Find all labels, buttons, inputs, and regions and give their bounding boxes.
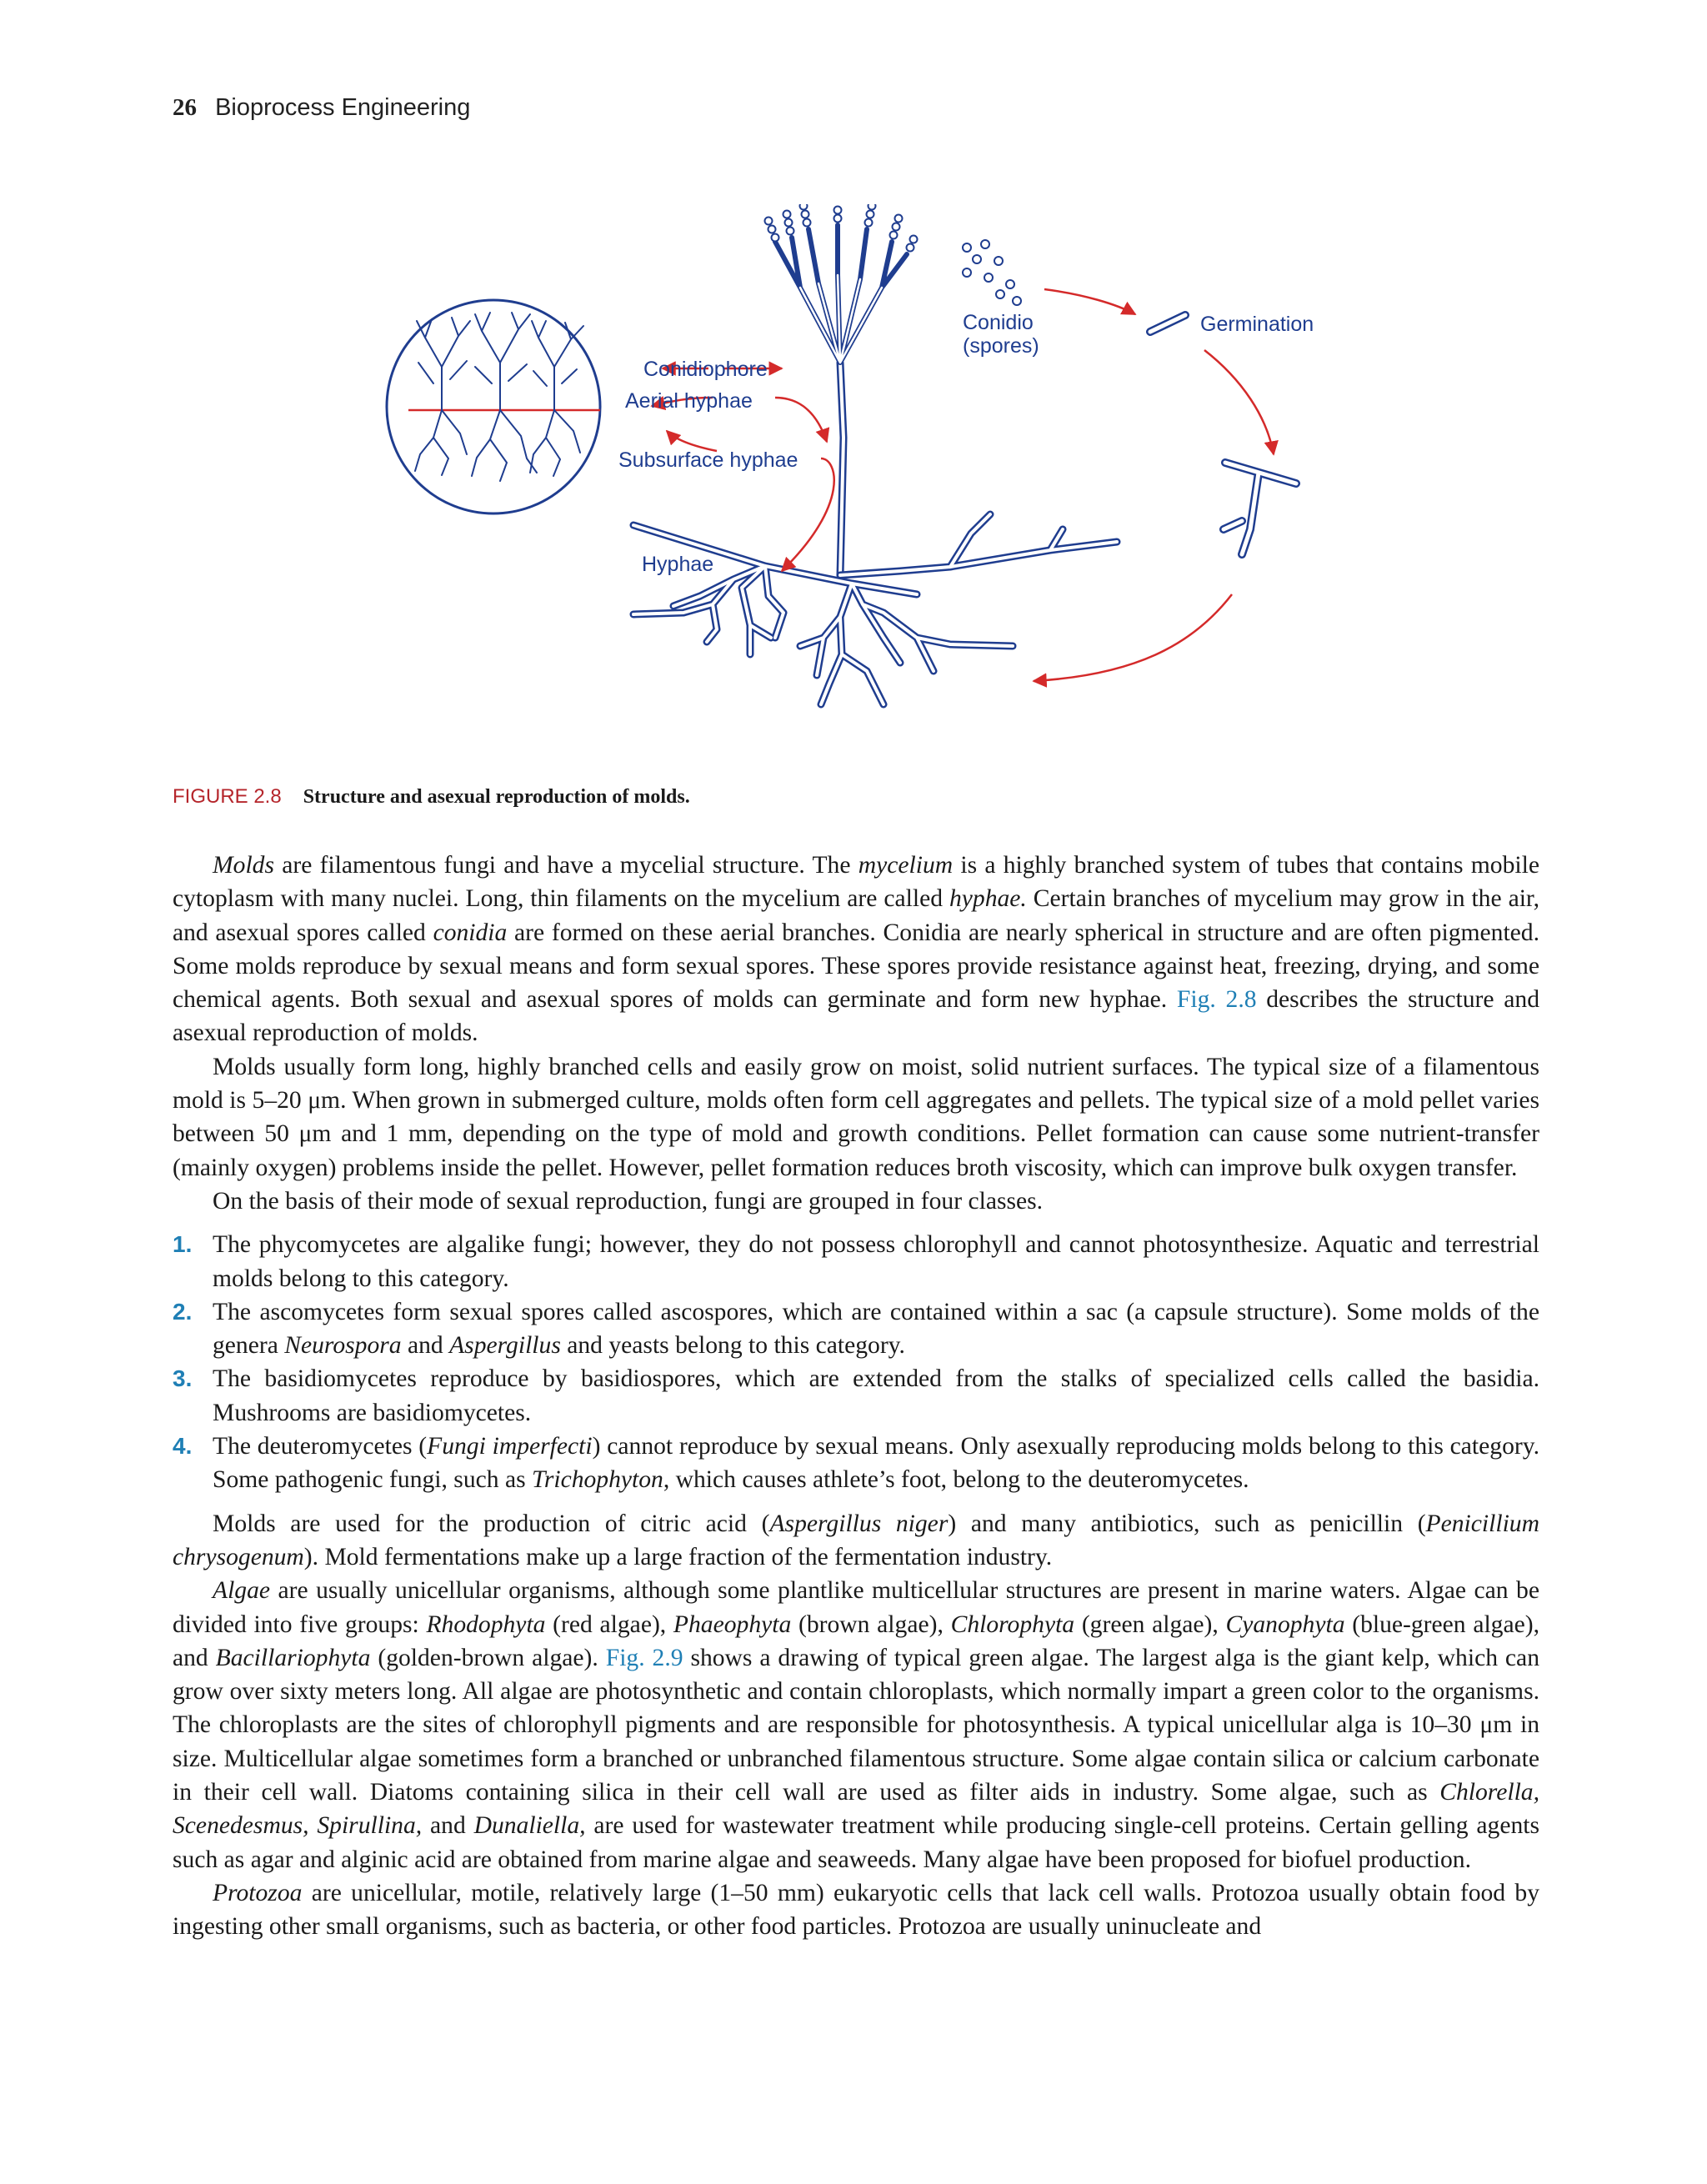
text-span: is a highly branched system of tubes that contains mobile cytoplasm with many nuclei. Long, thin filaments on the mycelium are called: [173, 852, 1539, 913]
list-number: 1.: [173, 1231, 193, 1258]
text-span: are unicellular, motile, relatively large (1–50 mm) eukaryotic cells that lack cell walls. Protozoa usually obtain food by ingesting other small organisms, such as bacteria, or other food particles. Protozoa are usually uninucleate and: [173, 1879, 1539, 1941]
magnified-colony-circle: [387, 300, 600, 513]
label-conidiophore: Conidiophore: [643, 358, 768, 381]
germinated-hypha: [1224, 463, 1296, 554]
figure-link-2-8[interactable]: Fig. 2.8: [1176, 986, 1257, 1014]
term-penicillium: Penicillium chrysogenum: [173, 1510, 1539, 1570]
caption-text: Structure and asexual reproduction of molds.: [303, 786, 690, 808]
conidiophore-structure: [775, 225, 907, 575]
running-head: [173, 94, 470, 122]
list-number: 3.: [173, 1365, 193, 1392]
list-text: The phycomycetes are algalike fungi; however, they do not possess chlorophyll and cannot photosynthesize. Aquatic and terrestrial molds belong to this category.: [213, 1231, 1539, 1292]
text-span: (brown algae),: [791, 1610, 951, 1638]
released-spores: [963, 240, 1021, 305]
paragraph-mold-size: Molds usually form long, highly branched cells and easily grow on moist, solid nutrient surfaces. The typical size of a filamentous mold is 5–20 μm. When grown in submerged culture, molds often form cell aggregates and pellets. The typical size of a mold pellet varies between 50 μm and 1 mm, depending on the type of mold and growth conditions. Pellet formation can cause some nutrient-transfer (mainly oxygen) problems inside the pellet. However, pellet formation reduces broth viscosity, which can improve bulk oxygen transfer.: [173, 1053, 1539, 1181]
label-germination: Germination: [1200, 313, 1314, 336]
germinating-spore: [1150, 315, 1185, 332]
term-aspergillus: Aspergillus: [449, 1332, 561, 1360]
term-conidia: conidia: [433, 919, 508, 946]
list-item: [173, 1228, 1539, 1295]
list-text: and yeasts belong to this category.: [560, 1332, 905, 1360]
term-aspergillus-niger: Aspergillus niger: [769, 1510, 949, 1537]
paragraph-fungi-classes: On the basis of their mode of sexual reproduction, fungi are grouped in four classes.: [213, 1187, 1044, 1215]
mold-structure-figure: [383, 204, 1342, 771]
text-span: are usually unicellular organisms, although some plantlike multicellular structures are present in marine waters. Algae can be divided into five groups:: [173, 1577, 1539, 1638]
book-title: Bioprocess Engineering: [215, 94, 471, 121]
text-span: (blue-green algae), and: [173, 1610, 1539, 1671]
term-chlorophyta: Chlorophyta: [950, 1610, 1075, 1638]
paragraph-mold-uses: [173, 1507, 1539, 1575]
list-text: and: [401, 1332, 450, 1360]
fungi-class-list: [173, 1228, 1539, 1496]
term-algae: Algae: [213, 1577, 271, 1605]
text-span: are filamentous fungi and have a mycelial structure. The: [273, 852, 859, 879]
list-item: [173, 1430, 1539, 1497]
term-hyphae: hyphae.: [949, 885, 1027, 913]
label-conidio: Conidio: [963, 311, 1034, 334]
term-fungi-imperfecti: Fungi imperfecti: [427, 1433, 593, 1460]
list-text: , which causes athlete’s foot, belong to the deuteromycetes.: [663, 1466, 1249, 1494]
figure-caption: [173, 785, 690, 809]
text-span: ) and many antibiotics, such as penicillin (: [948, 1510, 1426, 1537]
list-item: [173, 1362, 1539, 1430]
term-cyanophyta: Cyanophyta: [1225, 1610, 1345, 1638]
list-text: The basidiomycetes reproduce by basidiospores, which are extended from the stalks of specialized cells called the basidia. Mushrooms are basidiomycetes.: [213, 1365, 1539, 1426]
figure-number: FIGURE 2.8: [173, 785, 282, 808]
list-item: [173, 1295, 1539, 1363]
text-span: (red algae),: [545, 1610, 673, 1638]
label-spores: (spores): [963, 334, 1039, 358]
term-dunaliella: Dunaliella,: [473, 1812, 586, 1840]
spore-chains: [765, 204, 918, 252]
text-span: describes the structure and asexual reproduction of molds.: [173, 986, 1539, 1047]
term-algae-species: Chlorella, Scenedesmus, Spirullina,: [173, 1779, 1539, 1840]
term-neurospora: Neurospora: [284, 1332, 402, 1360]
text-span: Certain branches of mycelium may grow in the air, and asexual spores called: [173, 885, 1539, 946]
term-bacillariophyta: Bacillariophyta: [215, 1644, 371, 1671]
term-rhodophyta: Rhodophyta: [426, 1610, 546, 1638]
page-number: 26: [173, 94, 197, 121]
paragraph-protozoa: [173, 1876, 1539, 1944]
list-text: The deuteromycetes (: [213, 1433, 428, 1460]
text-span: and: [422, 1812, 474, 1840]
text-span: (golden-brown algae).: [370, 1644, 606, 1671]
term-phaeophyta: Phaeophyta: [673, 1610, 792, 1638]
body-text: [173, 849, 1539, 1944]
list-number: 2.: [173, 1298, 193, 1325]
text-span: ). Mold fermentations make up a large fraction of the fermentation industry.: [303, 1543, 1053, 1570]
label-subsurface-hyphae: Subsurface hyphae: [618, 448, 798, 472]
mold-diagram: [383, 204, 1342, 771]
text-span: Molds are used for the production of citric acid (: [213, 1510, 770, 1537]
paragraph-molds: [173, 849, 1539, 1050]
figure-link-2-9[interactable]: Fig. 2.9: [605, 1644, 683, 1671]
label-hyphae: Hyphae: [642, 553, 714, 576]
text-span: shows a drawing of typical green algae. The largest alga is the giant kelp, which can grow over sixty meters long. All algae are photosynthetic and contain chloroplasts, which normally impart a green color to the organisms. The chloroplasts are the sites of chlorophyll pigments and are responsible for photosynthesis. A typical unicellular alga is 10–30 μm in size. Multicellular algae sometimes form a branched or unbranched filamentous structure. Some algae contain silica or calcium carbonate in their cell wall. Diatoms containing silica in their cell wall are used as filter aids in industry. Some algae, such as: [173, 1644, 1539, 1806]
list-number: 4.: [173, 1433, 193, 1460]
term-mycelium: mycelium: [858, 852, 954, 879]
list-text: ) cannot reproduce by sexual means. Only asexually reproducing molds belong to this category. Some pathogenic fungi, such as: [213, 1433, 1540, 1494]
term-protozoa: Protozoa: [213, 1879, 303, 1906]
text-span: are used for wastewater treatment while producing single-cell proteins. Certain gelling agents such as agar and alginic acid are obtained from marine algae and seaweeds. Many algae have been proposed for biofuel production.: [173, 1812, 1540, 1873]
list-text: The ascomycetes form sexual spores called ascospores, which are contained within a sac (a capsule structure). Some molds of the genera: [213, 1298, 1539, 1360]
term-molds: Molds: [213, 852, 274, 879]
paragraph-algae: [173, 1574, 1539, 1876]
text-span: are formed on these aerial branches. Conidia are nearly spherical in structure and are often pigmented. Some molds reproduce by sexual means and form sexual spores. These spores provide resistance against heat, freezing, drying, and some chemical agents. Both sexual and asexual spores of molds can germinate and form new hyphae.: [173, 919, 1539, 1014]
term-trichophyton: Trichophyton: [532, 1466, 663, 1494]
text-span: (green algae),: [1074, 1610, 1226, 1638]
label-aerial-hyphae: Aerial hyphae: [625, 389, 753, 413]
mycelium-hyphae-network: [633, 514, 1117, 704]
